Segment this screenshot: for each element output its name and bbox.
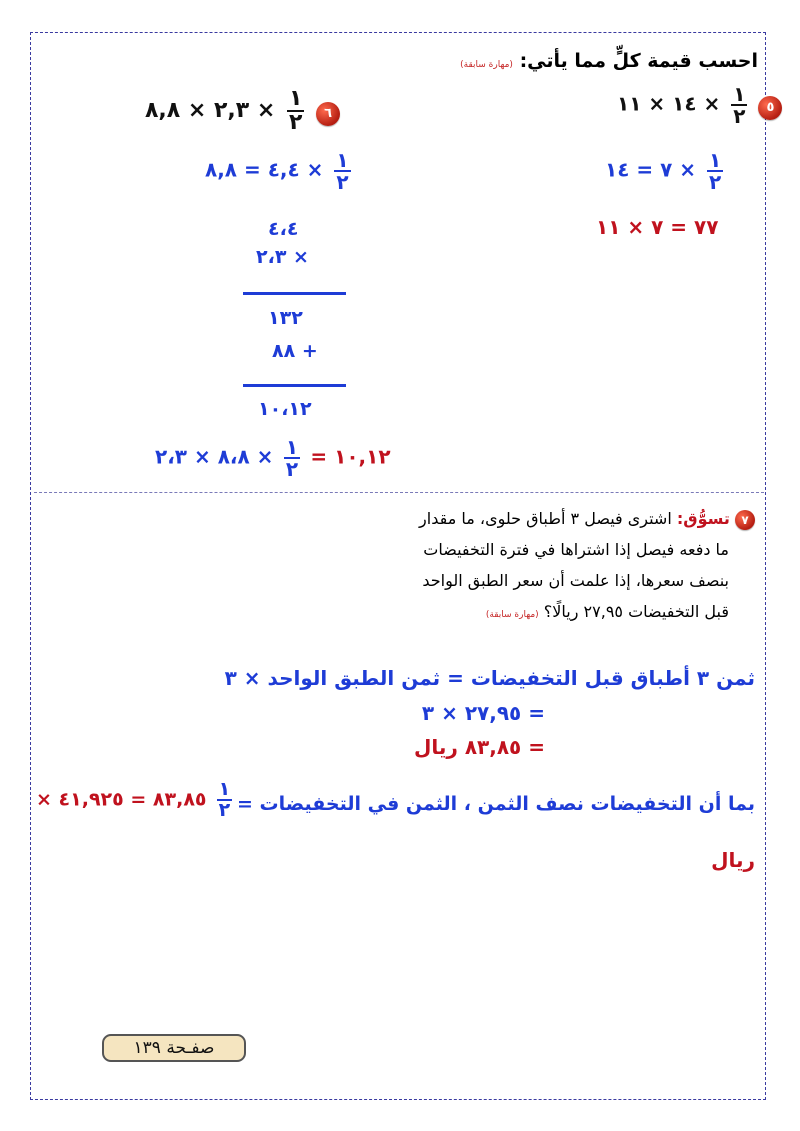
partial-product-1: ١٣٢	[268, 307, 303, 329]
solution-line-4-result: × ٨٣,٨٥ = ٤١,٩٢٥	[36, 788, 207, 811]
problem6-final-fraction: $\frac{١}{٢}$	[285, 435, 299, 481]
problem7-line-1	[365, 503, 755, 534]
solution-line-4-calc	[36, 780, 236, 820]
header-title: احسب قيمة كلٍّ مما يأتي:	[519, 50, 758, 72]
problem6-expression	[145, 88, 340, 134]
section-divider	[34, 492, 764, 493]
page-number: صفـحة ١٣٩	[133, 1038, 215, 1058]
problem6-final-result: ١٠,١٢ =	[310, 444, 391, 469]
problem7-skill-tag: (مهارة سابقة)	[485, 610, 539, 620]
problem5-step1-left: ١٤ ×	[605, 157, 697, 182]
problem6-final	[155, 437, 391, 479]
mult-line-2	[243, 384, 346, 387]
problem7-badge: ٧	[735, 510, 755, 530]
mult-top: ٤،٤	[268, 218, 299, 240]
mult-result: ١٠،١٢	[258, 398, 312, 420]
mult-second: ٢،٣ ×	[256, 246, 309, 268]
partial-product-2: ٨٨ +	[272, 340, 318, 362]
problem7-title: تسوُّق:	[676, 509, 730, 528]
problem5-step2: ٧٧ = ٧ × ١١	[596, 215, 719, 239]
problem5-fraction: $\frac{١}{٢}$	[733, 82, 746, 128]
skill-tag: (مهارة سابقة)	[460, 60, 513, 70]
problem7-line-2: ما دفعه فيصل إذا اشتراها في فترة التخفيضات	[423, 540, 729, 559]
problem5-step1	[605, 150, 727, 192]
problem5-step1-fraction: $\frac{١}{٢}$	[709, 148, 722, 194]
solution-line-4-fraction: $\frac{١}{٢}$	[218, 778, 231, 821]
solution-line-3-value: = ٨٣,٨٥	[464, 735, 545, 759]
exercise-header	[460, 50, 758, 72]
problem5-expr-text: ١٤ × ١١ ×	[617, 91, 721, 116]
page-number-box	[102, 1034, 246, 1062]
solution-line-4: بما أن التخفيضات نصف الثمن ، الثمن في التخفيضات =	[237, 793, 755, 815]
problem7-text-1: اشترى فيصل ٣ أطباق حلوى، ما مقدار	[419, 509, 672, 528]
problem7-line-3: بنصف سعرها، إذا علمت أن سعر الطبق الواحد	[422, 571, 729, 590]
problem7-text-4: قبل التخفيضات ٢٧,٩٥ ريالًا؟	[543, 602, 729, 621]
problem6-step1-fraction: $\frac{١}{٢}$	[336, 148, 349, 194]
problem7-line-4	[365, 596, 755, 631]
problem6-fraction: $\frac{١}{٢}$	[288, 86, 303, 135]
problem5-expression	[617, 84, 782, 126]
problem7-statement	[365, 503, 755, 631]
problem6-final-product: × ٨،٨ × ٢،٣	[155, 444, 274, 469]
solution-line-2: = ٢٧,٩٥ × ٣	[421, 701, 545, 725]
mult-line-1	[243, 292, 346, 295]
problem5-badge: ٥	[758, 96, 782, 120]
solution-line-3	[414, 735, 545, 759]
solution-line-3-unit: ريال	[413, 735, 458, 759]
problem6-expr-text: ٢,٣ × ٨,٨ ×	[145, 98, 276, 123]
problem5-step1-right: ٧ =	[636, 157, 673, 182]
problem6-step1	[205, 150, 355, 192]
problem6-step1-text: ٤,٤ = ٨,٨ ×	[205, 157, 324, 182]
problem6-badge: ٦	[316, 102, 340, 126]
solution-line-1: ثمن ٣ أطباق قبل التخفيضات = ثمن الطبق الواحد × ٣	[224, 666, 755, 690]
solution-line-5: ريال	[711, 848, 755, 872]
